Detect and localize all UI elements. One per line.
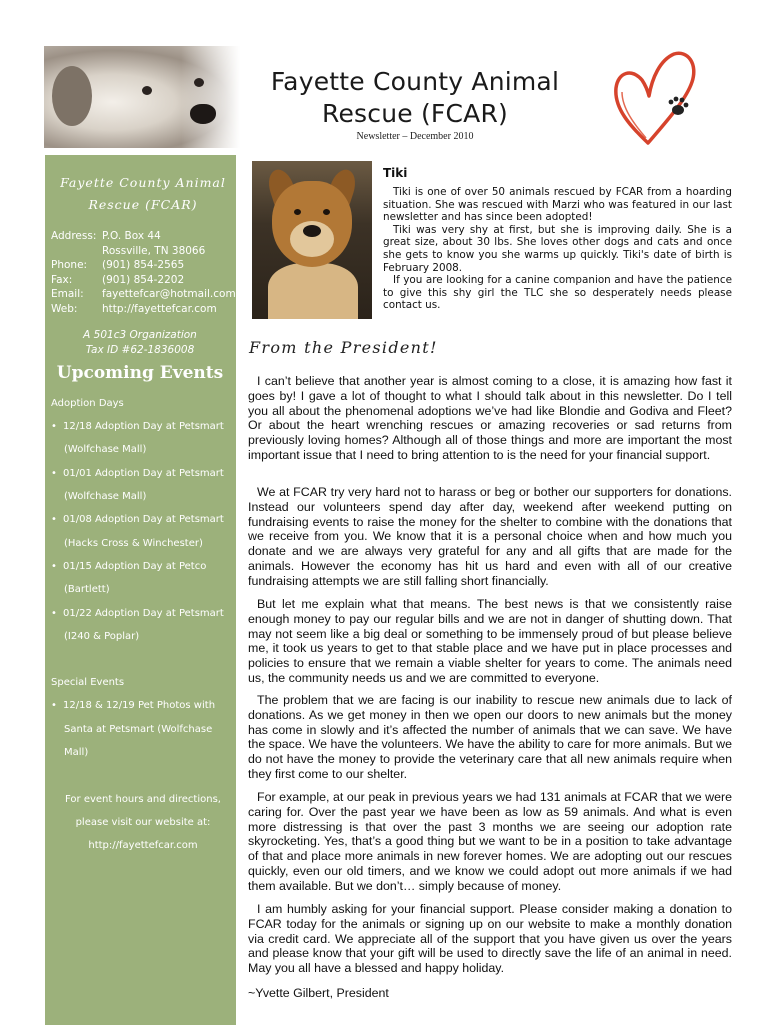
contact-row-phone: Phone: (901) 854-2565 [51,259,185,272]
event-item: • 01/22 Adoption Day at Petsmart [51,608,224,619]
page-title [250,66,580,130]
org-type: A 501c3 Organization [83,329,197,341]
letter-paragraph: We at FCAR try very hard not to harass or beg or bother our supporters for donations. Instead our volunteers spend day after day, weekend after weekend putting on fundraising events to raise the money for the shelter to combine with the donations that we receive from you. We know that it is a personal choice when and how much you donate and we are always very grateful for any and all gifts that are made for the animals. However the economy has hit us hard and even with all of our creative fundraising attempts we are still falling short financially. [248,485,732,588]
sidebar-footer-line-1: For event hours and directions, [65,794,221,805]
upcoming-events-heading: Upcoming Events [56,363,224,383]
sidebar-org-name [58,172,228,216]
tiki-paragraph: Tiki was very shy at first, but she is improving daily. She is a great size, about 30 lbs. She loves other dogs and cats and once she gets to know you she warms up quickly. Tiki's date of birth is February 2008. [383,223,732,274]
letter-paragraph: I can’t believe that another year is almost coming to a close, it is amazing how fast it goes by! I gave a lot of thought to what I should talk about in this newsletter. Do I tell you all about the phenomenal adoptions we’ve had like Blondie and Godiva and Fleet? Or about the heart wrenching rescues or amazing recoveries or sad returns from previously loving homes? Although all of those things and more are important the most important issue that I need to bring attention to is the need for your financial support. [248,374,732,462]
event-item: • 12/18 & 12/19 Pet Photos with [51,700,216,711]
org-status [50,328,230,358]
header-dog-photo [44,46,240,148]
adoption-days-label: Adoption Days [51,398,124,409]
sidebar-footer-line-2: please visit our website at: [75,817,211,828]
event-location: (Bartlett) [64,584,110,595]
title-line-1: Fayette County Animal [270,67,560,96]
newsletter-date: Newsletter – December 2010 [356,131,474,142]
heart-paw-logo-icon [608,48,700,148]
sidebar-org-line-2: Rescue (FCAR) [88,197,198,212]
letter-paragraph: I am humbly asking for your financial support. Please consider making a donation to FCAR today for the animals or signing up on our website to make a monthly donation via credit card. We appreciate all of the support that you have given us over the years and please know that your gift will be used to directly save the life of an animal in need. May you all have a blessed and happy holiday. [248,902,732,975]
sidebar-footer-website-link[interactable]: http://fayettefcar.com [88,840,198,851]
letter-paragraph: For example, at our peak in previous years we had 131 animals at FCAR that we were caring for. Over the past year we have been as low as 59 animals. And what is even more distressing is that over the past 3 months we are seeing our adoption rate skyrocketing. Yes, that’s a good thing but we want to be in a position to take advantage of that and place more animals in new forever homes. We are adopting out our rescues quickly, even our old timers, and we know we could adopt out more animals if we had them available. But we don’t… simply because of money. [248,790,732,893]
tiki-paragraph: Tiki is one of over 50 animals rescued by FCAR from a hoarding situation. She was rescued with Marzi who was featured in our last newsletter and has since been adopted! [383,186,732,224]
event-location: (Hacks Cross & Winchester) [64,538,203,549]
tiki-heading: Tiki [383,166,408,180]
event-location: (Wolfchase Mall) [64,491,147,502]
contact-row-city: Rossville, TN 38066 [102,244,206,257]
tiki-dog-photo [252,161,372,319]
special-events-label: Special Events [51,677,125,688]
letter-paragraph: But let me explain what that means. The best news is that we consistently raise enough money to pay our regular bills and we are not in danger of shutting down. That may not seem like a big deal or something to be immensely proud of but please believe me, it took us years to get to that stable place and we have put in place processes and policies to ensure that we remain a viable shelter for years to come. The animals need us, the community needs us and we are committed to everyone. [248,597,732,685]
contact-row-email[interactable]: Email: fayettefcar@hotmail.com [51,288,236,301]
letter-paragraph: The problem that we are facing is our inability to rescue new animals due to lack of donations. As we get money in then we open our doors to new animals but the money has come in slowly and it’s affected the number of animals that we can save. We have the space. We have the volunteers. We have the ability to care for more animals. But we do not have the money to provide the veterinary care that all new animals require when they first come to our shelter. [248,693,732,781]
event-location: (Wolfchase Mall) [64,444,147,455]
event-item: • 01/15 Adoption Day at Petco [51,561,207,572]
event-item: • 12/18 Adoption Day at Petsmart [51,421,224,432]
tiki-article [383,186,732,312]
signature: ~Yvette Gilbert, President [248,986,389,1000]
tax-id: Tax ID #62-1836008 [85,344,195,356]
president-heading: From the President! [249,338,438,357]
event-location: (I240 & Poplar) [64,631,140,642]
event-location: Santa at Petsmart (Wolfchase [64,724,213,735]
sidebar-org-line-1: Fayette County Animal [60,175,226,190]
tiki-paragraph: If you are looking for a canine companion and have the patience to give this shy girl the TLC she so desperately needs please contact us. [383,274,732,312]
email-link[interactable]: fayettefcar@hotmail.com [102,288,236,301]
title-line-2: Rescue (FCAR) [322,99,508,128]
event-item: • 01/01 Adoption Day at Petsmart [51,468,224,479]
contact-block [51,229,236,317]
contact-row-fax: Fax: (901) 854-2202 [51,273,185,286]
website-link[interactable]: http://fayettefcar.com [102,302,217,315]
event-item: • 01/08 Adoption Day at Petsmart [51,514,224,525]
event-location: Mall) [64,747,89,758]
contact-row-address: Address: P.O. Box 44 [51,230,161,242]
contact-row-web[interactable]: Web: http://fayettefcar.com [51,302,217,315]
